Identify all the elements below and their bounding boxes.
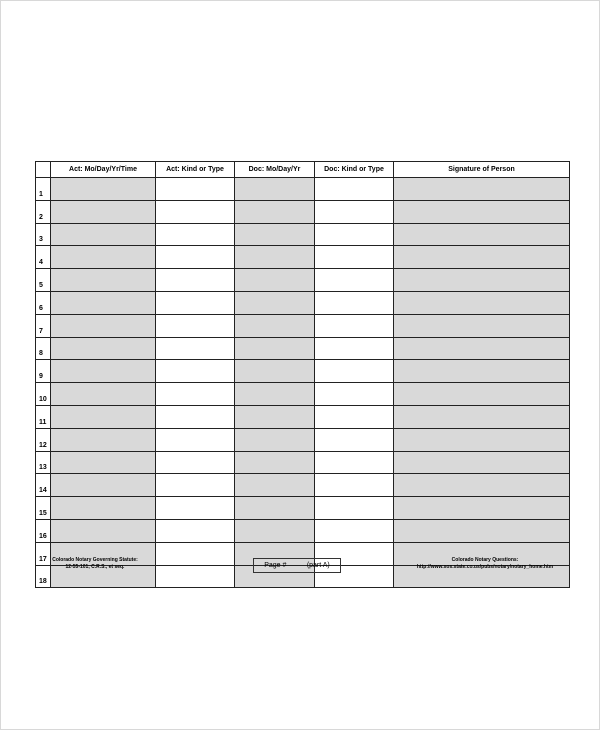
entry-cell[interactable] [156,314,235,337]
entry-cell[interactable] [156,178,235,201]
questions-url[interactable]: http://www.sos.state.co.us/pubs/notary/notary_home.htm [416,564,554,570]
entry-cell[interactable] [315,246,394,269]
entry-cell[interactable] [235,246,315,269]
questions-title: Colorado Notary Questions: [451,557,519,563]
entry-cell[interactable] [394,519,570,542]
entry-cell[interactable] [315,497,394,520]
entry-cell[interactable] [315,291,394,314]
entry-cell[interactable] [394,223,570,246]
entry-cell[interactable] [394,405,570,428]
table-row [36,314,570,337]
entry-cell[interactable] [51,314,156,337]
statute-title: Colorado Notary Governing Statute: [52,557,138,563]
entry-cell[interactable] [394,337,570,360]
table-row [36,200,570,223]
table-row [36,474,570,497]
entry-cell[interactable] [394,246,570,269]
row-number: 15 [36,497,51,520]
entry-cell[interactable] [315,178,394,201]
notary-journal-table [35,161,570,588]
entry-cell[interactable] [156,269,235,292]
entry-cell[interactable] [156,337,235,360]
entry-cell[interactable] [315,519,394,542]
entry-cell[interactable] [315,474,394,497]
row-number: 4 [36,246,51,269]
entry-cell[interactable] [235,519,315,542]
entry-cell[interactable] [51,269,156,292]
entry-cell[interactable] [235,223,315,246]
entry-cell[interactable] [235,337,315,360]
entry-cell[interactable] [235,474,315,497]
row-number: 2 [36,200,51,223]
row-number: 3 [36,223,51,246]
entry-cell[interactable] [235,428,315,451]
entry-cell[interactable] [315,451,394,474]
row-number: 11 [36,405,51,428]
entry-cell[interactable] [315,383,394,406]
entry-cell[interactable] [315,269,394,292]
entry-cell[interactable] [394,360,570,383]
entry-cell[interactable] [51,200,156,223]
entry-cell[interactable] [235,497,315,520]
table-row [36,519,570,542]
table-row [36,360,570,383]
entry-cell[interactable] [156,428,235,451]
entry-cell[interactable] [51,178,156,201]
questions-note [395,557,575,571]
row-number: 18 [36,565,51,588]
entry-cell[interactable] [394,269,570,292]
row-number: 12 [36,428,51,451]
entry-cell[interactable] [235,451,315,474]
table-row [36,246,570,269]
entry-cell[interactable] [394,178,570,201]
entry-cell[interactable] [51,223,156,246]
table-row [36,269,570,292]
entry-cell[interactable] [235,383,315,406]
entry-cell[interactable] [315,223,394,246]
entry-cell[interactable] [156,246,235,269]
row-number: 6 [36,291,51,314]
entry-cell[interactable] [394,428,570,451]
table-row [36,451,570,474]
entry-cell[interactable] [51,246,156,269]
entry-cell[interactable] [156,519,235,542]
entry-cell[interactable] [315,337,394,360]
entry-cell[interactable] [156,223,235,246]
entry-cell[interactable] [51,428,156,451]
table-row [36,428,570,451]
entry-cell[interactable] [235,178,315,201]
entry-cell[interactable] [156,565,235,588]
page-label: Page # [264,562,287,569]
entry-cell[interactable] [156,200,235,223]
entry-cell[interactable] [394,291,570,314]
entry-cell[interactable] [156,497,235,520]
entry-cell[interactable] [51,291,156,314]
row-number: 9 [36,360,51,383]
entry-cell[interactable] [51,519,156,542]
statute-note [40,557,150,571]
column-header: Act: Mo/Day/Yr/Time [51,162,156,178]
row-number: 10 [36,383,51,406]
statute-ref: 12-55-101, C.R.S., et seq. [65,564,125,570]
row-number: 7 [36,314,51,337]
entry-cell[interactable] [235,291,315,314]
column-header [36,162,51,178]
entry-cell[interactable] [315,405,394,428]
column-header: Act: Kind or Type [156,162,235,178]
row-number: 1 [36,178,51,201]
entry-cell[interactable] [156,474,235,497]
table-row [36,405,570,428]
entry-cell[interactable] [156,451,235,474]
entry-cell[interactable] [156,405,235,428]
row-number: 16 [36,519,51,542]
entry-cell[interactable] [394,383,570,406]
table-row [36,383,570,406]
entry-cell[interactable] [394,497,570,520]
row-number: 14 [36,474,51,497]
entry-cell[interactable] [315,360,394,383]
entry-cell[interactable] [315,428,394,451]
entry-cell[interactable] [235,200,315,223]
page-number-box [253,558,341,573]
entry-cell[interactable] [156,360,235,383]
column-header: Signature of Person [394,162,570,178]
entry-cell[interactable] [315,314,394,337]
row-number: 8 [36,337,51,360]
entry-cell[interactable] [51,451,156,474]
row-number: 5 [36,269,51,292]
row-number: 17 [36,542,51,565]
entry-cell[interactable] [51,383,156,406]
entry-cell[interactable] [235,314,315,337]
entry-cell[interactable] [156,542,235,565]
entry-cell[interactable] [51,405,156,428]
entry-cell[interactable] [235,360,315,383]
entry-cell[interactable] [51,497,156,520]
entry-cell[interactable] [51,360,156,383]
entry-cell[interactable] [156,291,235,314]
table-row [36,178,570,201]
entry-cell[interactable] [51,337,156,360]
entry-cell[interactable] [235,269,315,292]
table-row [36,337,570,360]
table-row [36,497,570,520]
entry-cell[interactable] [394,200,570,223]
entry-cell[interactable] [51,474,156,497]
row-number: 13 [36,451,51,474]
column-header: Doc: Kind or Type [315,162,394,178]
entry-cell[interactable] [394,474,570,497]
entry-cell[interactable] [394,451,570,474]
column-header: Doc: Mo/Day/Yr [235,162,315,178]
table-row [36,223,570,246]
page-part: (part A) [306,562,330,569]
table-row [36,291,570,314]
entry-cell[interactable] [394,314,570,337]
entry-cell[interactable] [235,405,315,428]
entry-cell[interactable] [156,383,235,406]
entry-cell[interactable] [315,200,394,223]
